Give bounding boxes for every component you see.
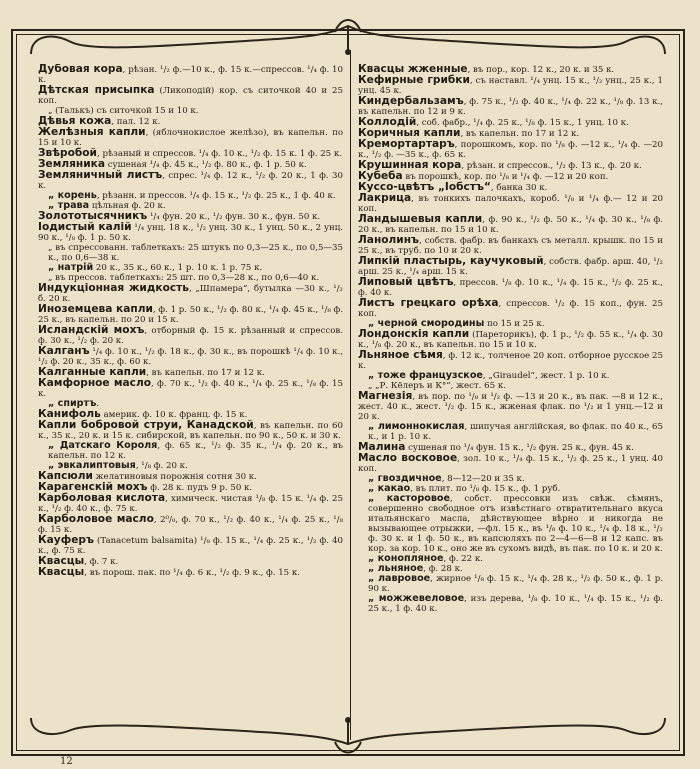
entry-heading: Исландскій мохъ (38, 324, 145, 336)
entry-text: , изъ дерева, ¹/₈ ф. 10 к., ¹/₄ ф. 15 к., ¹/₂ ф. 25 к., 1 ф. 40 к. (368, 594, 663, 614)
entry-heading: Карболовое масло (38, 513, 154, 525)
entry-text: , ф. 1 р. 50 к., ¹/₂ ф. 80 к., ¹/₄ ф. 45 к., ¹/₈ ф. 25 к., въ капельн. по 20 и 15 к. (38, 305, 343, 325)
entry-text: , 8—12—20 и 35 к. (441, 474, 525, 484)
entry-heading: Липовый цвѣтъ (358, 276, 454, 288)
entry-heading: Иноземцева капли (38, 303, 153, 315)
entry-text: , въ капельн. по 60 к., 35 к., 20 к. и 15 к. сибирской, въ капельн. по 90 к., 50 к. и 30 к. (38, 421, 343, 441)
entry-text: (Ликоподій) кор. съ ситочкой 40 и 25 коп. (38, 86, 343, 106)
entry-text: , 2⁰/₀, ф. 70 к., ¹/₂ ф. 40 к., ¹/₄ ф. 25 к., ¹/₈ ф. 15 к. (38, 515, 343, 535)
entry-heading: Льняное сѣмя (358, 349, 443, 361)
entry-text: , въ пор., кор. 12 к., 20 к. и 35 к. (467, 65, 615, 75)
entry-heading: Магнезія (358, 390, 413, 402)
entry-text: , съ наставл. ¹/₄ унц. 15 к., ¹/₂ унц., 25 к., 1 унц. 45 к. (358, 76, 663, 96)
entry-heading: „ натрій (48, 262, 94, 273)
entry-heading: „ корень (48, 190, 97, 201)
catalog-entry (38, 346, 343, 367)
entry-heading: „ конопляное (368, 553, 444, 564)
entry-heading: Земляника (38, 158, 106, 170)
entry-text: , спрессов. ¹/₂ ф. 15 коп., фун. 25 коп. (358, 299, 663, 319)
catalog-entry (38, 304, 343, 325)
entry-text: сушеная ¹/₄ ф. 45 к., ¹/₂ ф. 80 к., ф. 1 р. 50 к. (105, 160, 307, 170)
entry-heading: Дубовая кора (38, 64, 123, 75)
entry-heading: Коричныя капли (358, 127, 461, 139)
catalog-entry (38, 243, 343, 263)
entry-text: , ф. 70 к., ¹/₂ ф. 40 к., ¹/₄ ф. 25 к., ¹/₈ ф. 15 к. (38, 379, 343, 399)
left-column (38, 64, 343, 720)
entry-text: , зол. 10 к., ¹/₄ ф. 15 к., ¹/₂ ф. 25 к., 1 унц. 40 коп. (358, 454, 663, 474)
page-number: 12 (60, 756, 73, 767)
catalog-entry (38, 378, 343, 399)
entry-heading: „ лимоннокислая (368, 421, 465, 432)
catalog-entry (38, 493, 343, 514)
entry-text: , собств. фабр. арш. 40, ¹/₂ арш. 25 к., ¹/₄ арш. 15 к. (358, 257, 663, 277)
catalog-entry (38, 535, 343, 556)
entry-heading: Крушинная кора (358, 159, 462, 171)
catalog-entry (358, 277, 663, 298)
entry-heading: Іодистый калій (38, 221, 132, 233)
entry-heading: „ касторовое (368, 493, 451, 504)
entry-heading: Ланолинъ (358, 234, 420, 246)
entry-heading: Ландышевыя капли (358, 213, 483, 225)
catalog-entry (38, 170, 343, 191)
entry-text: , „Giraudel“, жест. 1 р. 10 к. (482, 371, 610, 381)
entry-text: (Пареторикъ), ф. 1 р., ¹/₂ ф. 55 к., ¹/₄ ф. 30 к., ¹/₈ ф. 20 к., въ капельн. по 15 и 10 к. (358, 330, 663, 350)
entry-heading: Калганъ (38, 345, 90, 357)
entry-text: . (96, 399, 100, 409)
entry-text: , ф. 7 к. (84, 557, 119, 567)
entry-text: въ порошкѣ, кор. по ¹/₈ и ¹/₄ ф. —12 и 20 коп. (402, 172, 609, 182)
entry-text: , рѣзан. и спрессов., ¹/₂ ф. 13 к., ф. 20 к. (461, 161, 642, 171)
entry-heading: Карболовая кислота (38, 492, 166, 504)
entry-text: , прессов. ¹/₈ ф. 10 к., ¹/₄ ф. 15 к., ¹/₂ ф. 25 к., ф. 40 к. (358, 278, 663, 298)
entry-heading: „ лавровое (368, 573, 431, 584)
entry-heading: Капли бобровой струи, Канадской (38, 419, 254, 431)
entry-heading: Квасцы (38, 555, 85, 567)
entry-heading: Капсюли (38, 470, 93, 482)
catalog-entry (38, 85, 343, 106)
entry-heading: „ можжевеловое (368, 593, 465, 604)
entry-text: , рѣзан. ¹/₂ ф.—10 к., ф. 15 к.—спрессов. ¹/₄ ф. 10 к. (38, 65, 343, 85)
ornament-top-icon (11, 6, 685, 66)
entry-text: , (яблочнокислое желѣзо), въ капельн. по 15 и 10 к. (38, 128, 343, 148)
entry-heading: Кауферъ (38, 534, 94, 546)
entry-text: ¹/₄ унц. 18 к., ¹/₂ унц. 30 к., 1 унц. 50 к., 2 унц. 90 к., ¹/₈ ф. 1 р. 50 к. (38, 223, 343, 243)
entry-text: , ф. 65 к., ¹/₂ ф. 35 к., ¹/₄ ф. 20 к., въ капельн. по 12 к. (48, 441, 343, 461)
entry-text: , въ плит. по ¹/₈ ф. 15 к., ф. 1 руб. (410, 484, 561, 494)
entry-heading: Квасцы жженные (358, 64, 468, 75)
entry-text: , ф. 90 к., ¹/₂ ф. 50 к., ¹/₄ ф. 30 к., ¹/₈ ф. 20 к., въ капельн. по 15 и 10 к. (358, 215, 663, 235)
entry-heading: „ трава (48, 200, 90, 211)
entry-text: „ въ спрессованн. таблеткахъ: 25 штукъ по 0,3—25 к., по 0,5—35 к., по 0,6—38 к. (48, 243, 343, 263)
catalog-entry (358, 574, 663, 594)
entry-heading: Дѣтская присыпка (38, 84, 155, 96)
entry-heading: Кремортартаръ (358, 138, 455, 150)
catalog-entry (358, 391, 663, 422)
entry-heading: Канифоль (38, 408, 101, 420)
entry-text: ¹/₄ фун. 20 к., ¹/₂ фун. 30 к., фун. 50 к. (147, 212, 321, 222)
entry-heading: Желѣзныя капли (38, 126, 146, 138)
entry-heading: Киндербальзамъ (358, 95, 464, 107)
entry-text: , рѣзанн. и прессов. ¹/₄ ф. 15 к., ¹/₂ ф. 25 к., 1 ф. 40 к. (96, 191, 336, 201)
catalog-entry (358, 160, 663, 171)
catalog-entry (358, 329, 663, 350)
entry-text: цѣльная ф. 20 к. (89, 201, 166, 211)
entry-heading: Квасцы (38, 566, 85, 578)
entry-text: „ „Р. Кёлеръ и К°“, жест. 65 к. (368, 381, 506, 391)
entry-text: 20 к., 35 к., 60 к., 1 р. 10 к. 1 р. 75 к. (93, 263, 263, 273)
entry-heading: „ эвкалиптовыя (48, 460, 136, 471)
entry-text: , соб. фабр., ¹/₄ ф. 25 к., ¹/₈ ф. 15 к., 1 унц. 10 к. (416, 118, 629, 128)
entry-heading: Калганные капли (38, 366, 147, 378)
catalog-entry (38, 514, 343, 535)
entry-text: , въ тонкихъ палочкахъ, короб. ¹/₈ и ¹/₄ ф.— 12 и 20 коп. (358, 194, 663, 214)
entry-heading: Липкій пластырь, каучуковый (358, 255, 544, 267)
entry-text: , ф. 12 к., толченое 20 коп. отборное русское 25 к. (358, 351, 663, 371)
entry-text: , въ пор. по ¹/₈ и ¹/₂ ф. —13 и 20 к., въ пак. —8 и 12 к., жест. 40 к., жест. ¹/₂ ф. 15 к., жженая флак. по ¹/₂ и 1 унц.—12 и 20 к. (358, 392, 663, 422)
entry-heading: Карагенскій мохъ (38, 481, 148, 493)
entry-heading: „ тоже французское (368, 370, 483, 381)
catalog-entry (358, 75, 663, 96)
catalog-entry (38, 441, 343, 461)
entry-text: , „Шпамера“, бутылка —30 к., ¹/₂ б. 20 к. (38, 284, 343, 304)
entry-text: америк. ф. 10 к. франц. ф. 15 к. (100, 410, 248, 420)
column-divider (350, 50, 351, 740)
catalog-entry (358, 235, 663, 256)
entry-text: , химическ. чистая ¹/₈ ф. 15 к. ¹/₄ ф. 25 к., ¹/₂ ф. 40 к., ф. 75 к. (38, 494, 343, 514)
catalog-entry (358, 193, 663, 214)
catalog-entry (358, 298, 663, 319)
entry-heading: Дѣвья кожа (38, 115, 112, 127)
entry-heading: „ гвоздичное (368, 473, 442, 484)
catalog-entry (358, 214, 663, 235)
entry-text: , собст. прессовки изъ свѣж. сѣмянъ, совершенно свободное отъ извѣстнаго отвратительнаго вкуса итальянскаго масла, дѣйствующее вѣрно и никогда не вызывающее отрыжки, —фл. 15 к., въ ¹/₈ ф. 10 к., ¹/₄ ф. 18 к., ¹/₂ ф. 30 к. и 1 ф. 50 к., въ капсюляхъ по 2—4—6—8 и 12 капс. въ кор. за кор. 10 к., оно же въ сухомъ видѣ, въ пак. по 10 к. и 20 к. (368, 494, 663, 554)
entry-text: сушеная по ¹/₄ фун. 15 к., ¹/₂ фун. 25 к., фун. 45 к. (405, 443, 634, 453)
entry-text: , ¹/₈ ф. 20 к. (135, 461, 188, 471)
entry-heading: „ льняное (368, 563, 424, 574)
entry-text: , банка 30 к. (490, 183, 548, 193)
entry-heading: Земляничный листъ (38, 169, 163, 181)
entry-heading: Коллодій (358, 116, 417, 128)
entry-text: , ф. 28 к. (423, 564, 463, 574)
right-column (358, 64, 663, 724)
entry-text: , рѣзаный и спрессов. ¹/₄ ф. 10 к., ¹/₂ ф. 15 к. 1 ф. 25 к. (97, 149, 342, 159)
catalog-entry (358, 453, 663, 474)
catalog-entry (38, 325, 343, 346)
entry-text: „ (Талькъ) съ ситочкой 15 и 10 к. (48, 106, 199, 116)
catalog-entry (38, 567, 343, 578)
catalog-entry (358, 96, 663, 117)
catalog-entry (358, 594, 663, 614)
entry-text: , порошкомъ, кор. по ¹/₈ ф. —12 к., ¹/₄ ф. —20 к., ¹/₂ ф. —35 к., ф. 65 к. (358, 140, 663, 160)
catalog-entry (358, 494, 663, 554)
entry-heading: Золототысячникъ (38, 210, 148, 222)
entry-text: „ въ прессов. таблеткахъ: 25 шт. по 0,3—28 к., по 0,6—40 к. (48, 273, 320, 283)
entry-text: ¹/₄ ф. 10 к., ¹/₂ ф. 18 к., ф. 30 к., въ порошкѣ ¹/₄ ф. 10 к., ¹/₂ ф. 20 к., 35 к., ф. 60 к. (38, 347, 343, 367)
entry-text: , въ порош. пак. по ¹/₄ ф. 6 к., ¹/₂ ф. 9 к., ф. 15 к. (84, 568, 300, 578)
entry-heading: Кефирные грибки (358, 74, 470, 86)
entry-heading: Лакрица (358, 192, 412, 204)
catalog-entry (358, 256, 663, 277)
entry-text: , въ капельн. по 17 и 12 к. (460, 129, 580, 139)
entry-heading: Масло восковое (358, 452, 458, 464)
entry-text: , спрес. ¹/₄ ф. 12 к., ¹/₂ ф. 20 к., 1 ф. 30 к. (38, 171, 343, 191)
catalog-entry (38, 283, 343, 304)
catalog-entry (358, 139, 663, 160)
entry-text: , шипучая англійская, во флак. по 40 к., 65 к., и 1 р. 10 к. (368, 422, 663, 442)
entry-text: желатиновыя порожнія сотня 30 к. (92, 472, 257, 482)
catalog-entry (358, 371, 663, 381)
entry-text: по 15 и 25 к. (484, 319, 545, 329)
entry-text: , пал. 12 к. (111, 117, 161, 127)
catalog-entry (358, 350, 663, 371)
entry-heading: Куссо-цвѣтъ „Іобстъ“ (358, 181, 491, 193)
entry-heading: Листъ грецкаго орѣха (358, 297, 499, 309)
entry-heading: Кубеба (358, 170, 403, 182)
entry-text: (Tanacetum balsamita) ¹/₈ ф. 15 к., ¹/₄ ф. 25 к., ¹/₂ ф. 40 к., ф. 75 к. (38, 536, 343, 556)
entry-heading: Камфорное масло (38, 377, 151, 389)
entry-heading: Лондонскія капли (358, 328, 470, 340)
entry-text: , ф. 22 к. (443, 554, 483, 564)
catalog-entry (38, 222, 343, 243)
catalog-entry (358, 422, 663, 442)
entry-text: , жирное ¹/₈ ф. 15 к., ¹/₄ ф. 28 к., ¹/₂ ф. 50 к., ф. 1 р. 90 к. (368, 574, 663, 594)
entry-heading: „ Датскаго Короля (48, 440, 158, 451)
entry-heading: „ какао (368, 483, 411, 494)
entry-heading: Малина (358, 441, 406, 453)
entry-heading: Индукціонная жидкость (38, 282, 189, 294)
catalog-entry (38, 64, 343, 85)
entry-text: , отборный ф. 15 к. рѣзанный и спрессов. ф. 30 к., ¹/₂ ф. 20 к. (38, 326, 343, 346)
entry-heading: „ черной смородины (368, 318, 485, 329)
entry-text: , собств. фабр. въ банкахъ съ металл. крышк. по 15 и 25 к., въ труб. по 10 и 20 к. (358, 236, 663, 256)
entry-text: , въ капельн. по 17 и 12 к. (146, 368, 265, 378)
entry-heading: „ спиртъ (48, 398, 97, 409)
entry-heading: Звѣробой (38, 147, 97, 159)
catalog-entry (38, 420, 343, 441)
catalog-entry (38, 127, 343, 148)
entry-text: , ф. 75 к., ¹/₂ ф. 40 к., ¹/₄ ф. 22 к., ¹/₈ ф. 13 к., въ капельн. по 12 и 9 к. (358, 97, 663, 117)
entry-text: ф. 28 к. пудъ 9 р. 50 к. (147, 483, 253, 493)
catalog-entry (38, 263, 343, 273)
